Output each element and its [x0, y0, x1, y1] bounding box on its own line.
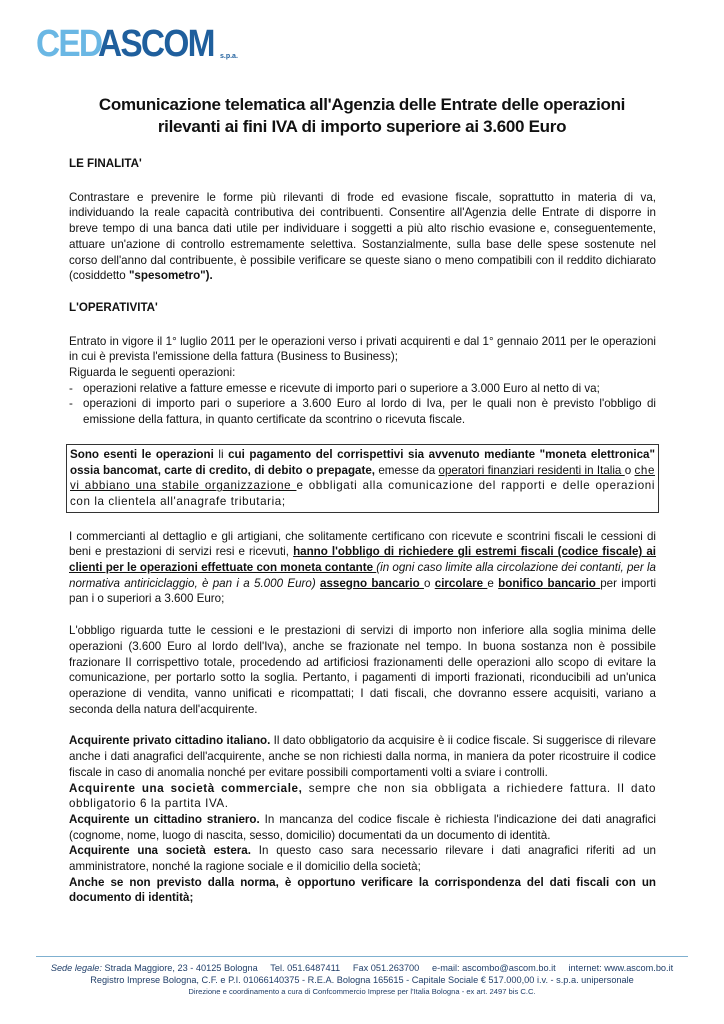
acquirente-societa-text: sempre che non sia obbligata a richiedere fattura. II dato obbligatorio 6 la partita IVA.: [69, 781, 656, 811]
operativita-intro: Entrato in vigore il 1° luglio 2011 per le operazioni verso i privati acquirenti e dal 1° gennaio 2011 per le operazioni in cui è prevista l'emissione della fattura (Business to Business);: [69, 334, 656, 364]
acquirente-estera-label: Acquirente una società estera.: [69, 844, 251, 858]
commercianti-text-1: I commercianti al dettaglio e gli artigiani, che solitamente certificano con ricevute e scontrini fiscali le cessioni di beni e prestazioni di servizi resi e ricevuti,: [69, 529, 656, 559]
footer-address: Strada Maggiore, 23 - 40125 Bologna Tel. 051.6487411 Fax 051.263700 e-mail: ascombo@ascom.bo.it internet: www.ascom.bo.it: [101, 963, 674, 973]
exempt-text-4: e obbligati alla comunicazione del rapporti e delle operazioni con la clientela all'anagrafe tributaria;: [70, 479, 655, 508]
exempt-text-1: li: [213, 447, 229, 461]
commercianti-text-2: o: [423, 576, 435, 590]
logo-ascom-text: ASCOM: [98, 23, 214, 65]
exempt-bold-1: Sono esenti le operazioni: [70, 447, 214, 461]
dash-bullet: -: [69, 381, 73, 395]
exempt-text-2: emesse da: [375, 463, 439, 477]
commercianti-text-3: e: [487, 576, 499, 590]
acquirente-privato-label: Acquirente privato cittadino italiano.: [69, 734, 271, 748]
title-line-1: Comunicazione telematica all'Agenzia delle Entrate delle operazioni: [98, 95, 626, 114]
acquirente-societa: [69, 781, 656, 812]
acquirente-straniero-text: In mancanza del codice fiscale è richiesta l'indicazione dei dati anagrafici (cognome, nome, luogo di nascita, sesso, domicilio) documentati da un documento di identità.: [69, 812, 656, 842]
acquirente-estera-text: In questo caso sara necessario rilevare i dati anagrafici riferiti ad un amministratore, nonché la ragione sociale e il domicilio della società;: [69, 844, 656, 874]
commercianti-paragraph: [69, 529, 656, 608]
footer-line-2: Registro Imprese Bologna, C.F. e P.I. 01066140375 - R.E.A. Bologna 165615 - Capitale Sociale € 517.000,00 i.v. - s.p.a. unipersonale: [90, 975, 634, 985]
commercianti-text-4: per importi pan i o superiori a 3.600 Euro;: [69, 576, 657, 606]
commercianti-bonifico: bonifico bancario: [498, 576, 601, 590]
acquirente-straniero: [69, 812, 656, 843]
document-title: [60, 94, 664, 138]
acquirente-privato: [69, 733, 656, 780]
heading-operativita: L'OPERATIVITA': [69, 300, 158, 314]
operativita-riguarda: Riguarda le seguenti operazioni:: [69, 366, 236, 380]
acquirente-privato-text: Il dato obbligatorio da acquisire è ii codice fiscale. Si suggerisce di rilevare anche i dati anagrafici dell'acquirente, anche se non richiesti dalla norma, in maniera da poter ricostruire il codice fiscale in caso di anomalia nonché per evitare possibili comportamenti volti a sviare i controlli.: [69, 734, 656, 779]
footer-line-3: Direzione e coordinamento a cura di Confcommercio Imprese per l'Italia Bologna - ex art. 2497 bis C.C.: [188, 987, 536, 996]
commercianti-assegno: assegno bancario: [320, 576, 424, 590]
finalita-spesometro: "spesometro").: [128, 269, 213, 283]
title-line-2: rilevanti ai fini IVA di importo superiore ai 3.600 Euro: [157, 117, 567, 136]
operation-item-2-text: operazioni di importo pari o superiore a 3.600 Euro al lordo di Iva, per le quali non è previsto l'obbligo di emissione della fattura, in quanto certificate da scontrino o ricevuta fiscale.: [83, 397, 656, 427]
acquirente-estera: [69, 843, 656, 874]
page-footer: [0, 962, 724, 998]
obbligo-paragraph: L'obbligo riguarda tutte le cessioni e le prestazioni di servizi di importo non inferiore alla soglia minima delle operazioni (3.600 Euro al lordo dell'Iva), anche se frazionate nel tempo. In buona sostanza non è possibile frazionare II corrispettivo totale, procedendo ad artificiosi frazionamenti delle operazioni allo scopo di evitare la comunicazione, per portarlo sotto la soglia. Pertanto, i pagamenti di importi frazionati, riconducibili ad un'unica operazione di vendita, vanno unificati e ricompattati; I dati fiscali, che dovranno essere acquisiti, variano a seconda della natura dell'acquirente.: [69, 624, 656, 716]
exempt-underline-2: che vi abbiano una stabile organizzazione: [70, 463, 656, 493]
heading-finalita: LE FINALITA': [69, 157, 142, 170]
operation-item-1-text: operazioni relative a fatture emesse e ricevute di importo pari o superiore a 3.000 Euro al netto di va;: [83, 381, 600, 395]
operation-item-1: [69, 381, 656, 397]
acquirente-straniero-label: Acquirente un cittadino straniero.: [69, 812, 260, 826]
acquirente-societa-label: Acquirente una società commerciale,: [69, 781, 303, 795]
exemptions-box: [66, 444, 659, 513]
exempt-underline-1: operatori finanziari residenti in Italia: [438, 463, 625, 477]
document-body: [69, 156, 656, 906]
logo-ced-text: CED: [36, 23, 102, 65]
dash-bullet: -: [69, 397, 73, 411]
logo-suffix: s.p.a.: [220, 53, 238, 60]
exempt-text-3: o: [624, 463, 635, 477]
footer-line-1: [0, 962, 724, 974]
identity-check-note: Anche se non previsto dalla norma, è opportuno verificare la corrispondenza del dati fiscali con un documento di identità;: [69, 875, 656, 905]
operation-item-2: [69, 396, 656, 427]
exempt-bold-2: cui pagamento del corrispettivi sia avvenuto mediante "moneta elettronica" ossia bancomat, carte di credito, di debito o prepagate,: [70, 447, 656, 477]
finalita-text: Contrastare e prevenire le forme più rilevanti di frode ed evasione fiscale, soprattutto in materia di va, individuando la reale capacità contributiva dei contribuenti. Consentire all'Agenzia delle Entrate di disporre in breve tempo di una banca dati utile per individuare i soggetti a più alto rischio evasione e, conseguentemente, attuare un'azione di controllo estremamente selettiva. Sostanzialmente, sulla base delle spese sostenute nel corso dell'anno dal contribuente, è possibile verificare se queste siano o meno compatibili con il reddito dichiarato (cosiddetto: [69, 190, 656, 283]
commercianti-obbligo: hanno l'obbligo di richiedere gli estremi fiscali (codice fiscale) ai clienti per le operazioni effettuate con moneta contante: [69, 545, 657, 575]
footer-sede-label: Sede legale:: [50, 963, 102, 973]
footer-divider: [36, 956, 688, 957]
commercianti-italic-note: (in ogni caso limite alla circolazione dei contanti, per la normativa antiriciclaggio, è pan i a 5.000 Euro): [69, 561, 656, 590]
commercianti-circolare: circolare: [434, 576, 488, 590]
finalita-paragraph: [69, 190, 656, 284]
company-logo: [36, 24, 238, 64]
